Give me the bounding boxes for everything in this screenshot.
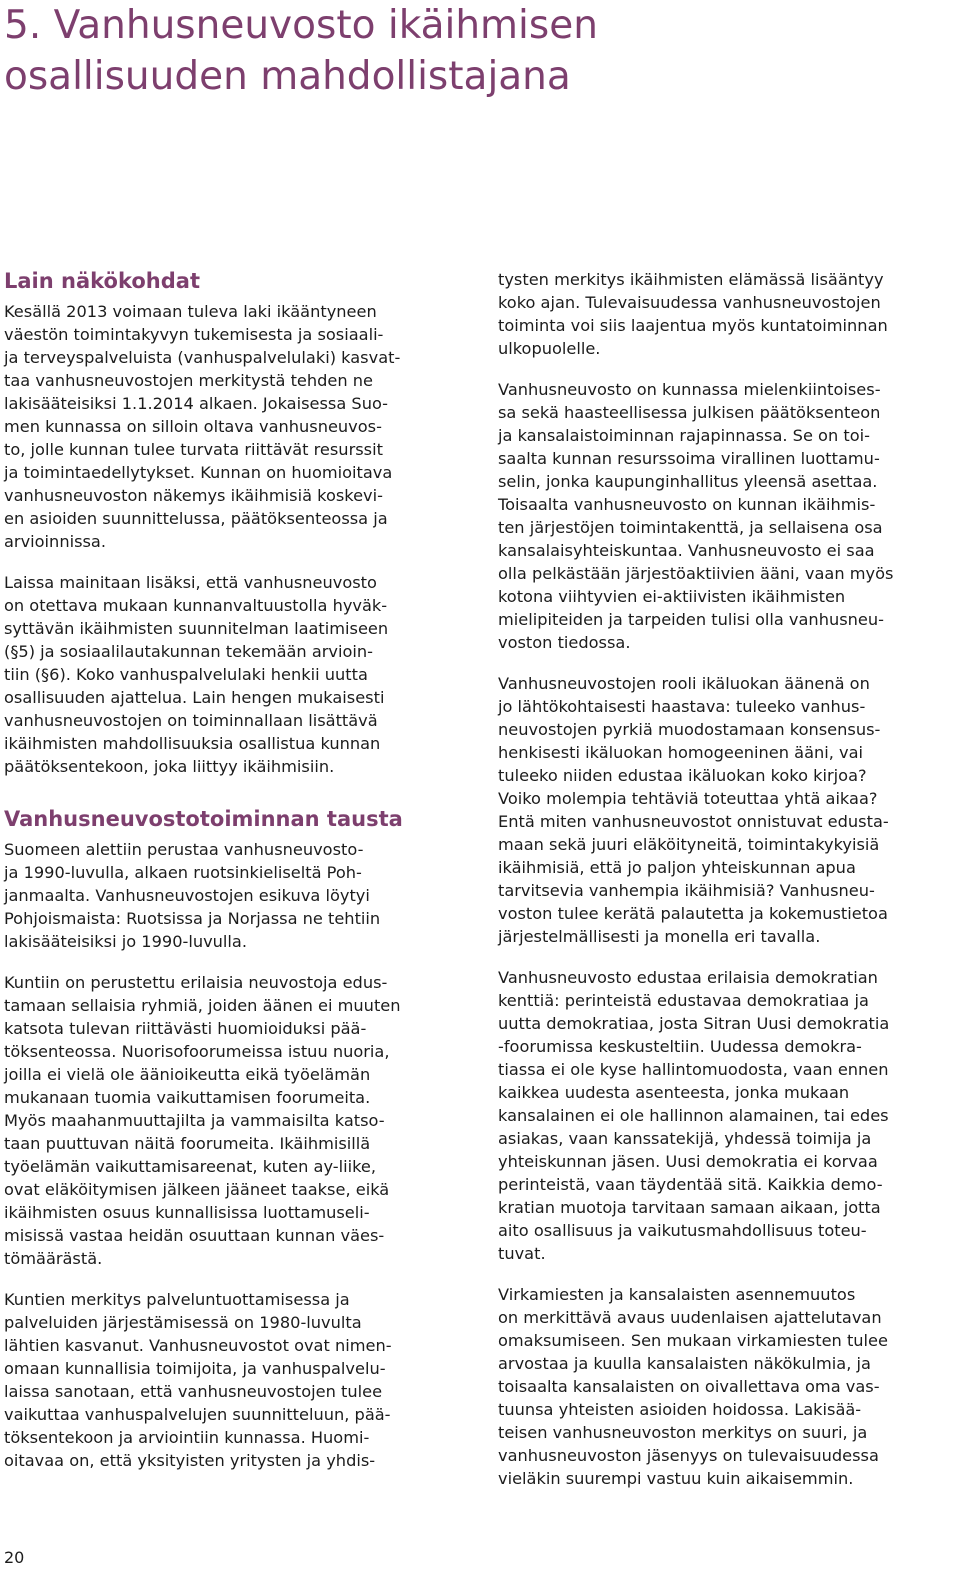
paragraph-line: ikäihmisiä, että jo paljon yhteiskunnan apua xyxy=(498,858,856,877)
paragraph-line: Virkamiesten ja kansalaisten asennemuutos xyxy=(498,1285,856,1304)
paragraph-line: mukanaan tuomia vaikuttamisen foorumeita. xyxy=(4,1088,371,1107)
left-column xyxy=(4,268,462,1472)
paragraph-line: mielipiteiden ja tarpeiden tulisi olla vanhusneu- xyxy=(498,610,884,629)
paragraph-line: teisen vanhusneuvoston merkitys on suuri, ja xyxy=(498,1423,868,1442)
paragraph-line: on merkittävä avaus uudenlaisen ajattelutavan xyxy=(498,1308,882,1327)
paragraph-line: kansalainen ei ole hallinnon alamainen, tai edes xyxy=(498,1106,889,1125)
paragraph-line: jo lähtökohtaisesti haastava: tuleeko vanhus- xyxy=(498,697,866,716)
paragraph-line: Voiko molempia tehtäviä toteuttaa yhtä aikaa? xyxy=(498,789,878,808)
paragraph xyxy=(4,571,462,778)
paragraph-line: kotona viihtyvien ei-aktiivisten ikäihmisten xyxy=(498,587,846,606)
page-title-line: 5. Vanhusneuvosto ikäihmisen xyxy=(4,3,598,48)
paragraph-line: misissä vastaa heidän osuuttaan kunnan väes- xyxy=(4,1226,385,1245)
paragraph-line: arvostaa ja kuulla kansalaisten näkökulmia, ja xyxy=(498,1354,871,1373)
paragraph-line: arvioinnissa. xyxy=(4,532,107,551)
paragraph xyxy=(4,300,462,553)
paragraph-line: toisaalta kansalaisten on oivallettava oma vas- xyxy=(498,1377,880,1396)
paragraph-line: osallisuuden ajattelua. Lain hengen mukaisesti xyxy=(4,688,385,707)
section-heading-lain-nakokohdat: Lain näkökohdat xyxy=(4,269,200,293)
paragraph-line: ikäihmisten mahdollisuuksia osallistua kunnan xyxy=(4,734,381,753)
paragraph-line: (§5) ja sosiaalilautakunnan tekemään arvioin- xyxy=(4,642,373,661)
paragraph-line: vanhusneuvoston jäsenyys on tulevaisuudessa xyxy=(498,1446,879,1465)
paragraph-line: uutta demokratiaa, josta Sitran Uusi demokratia xyxy=(498,1014,890,1033)
paragraph-line: en asioiden suunnittelussa, päätöksenteossa ja xyxy=(4,509,388,528)
paragraph-line: ovat eläköitymisen jälkeen jääneet taakse, eikä xyxy=(4,1180,390,1199)
paragraph-line: sa sekä haasteellisessa julkisen päätöksenteon xyxy=(498,403,881,422)
paragraph-line: joilla ei vielä ole äänioikeutta eikä työelämän xyxy=(4,1065,371,1084)
right-column xyxy=(498,268,958,1490)
paragraph-line: Vanhusneuvosto edustaa erilaisia demokratian xyxy=(498,968,878,987)
paragraph xyxy=(4,971,462,1270)
paragraph-line: asiakas, vaan kanssatekijä, yhdessä toimija ja xyxy=(498,1129,872,1148)
paragraph-line: on otettava mukaan kunnanvaltuustolla hyväk- xyxy=(4,596,388,615)
paragraph-line: kenttiä: perinteistä edustavaa demokratiaa ja xyxy=(498,991,869,1010)
paragraph-line: neuvostojen pyrkiä muodostamaan konsensus- xyxy=(498,720,881,739)
paragraph xyxy=(4,1288,462,1472)
paragraph-line: katsota tulevan riittävästi huomioiduksi pää- xyxy=(4,1019,367,1038)
paragraph-line: Myös maahanmuuttajilta ja vammaisilta katso- xyxy=(4,1111,385,1130)
paragraph-line: ja toimintaedellytykset. Kunnan on huomioitava xyxy=(4,463,393,482)
paragraph-line: ja kansalaistoiminnan rajapinnassa. Se on toi- xyxy=(498,426,870,445)
paragraph xyxy=(498,966,958,1265)
paragraph-line: ten järjestöjen toimintakenttä, ja sellaisena osa xyxy=(498,518,883,537)
paragraph xyxy=(498,672,958,948)
paragraph-line: men kunnassa on silloin oltava vanhusneuvos- xyxy=(4,417,382,436)
paragraph-line: lakisääteisiksi 1.1.2014 alkaen. Jokaisessa Suo- xyxy=(4,394,389,413)
paragraph-line: järjestelmällisesti ja monella eri tavalla. xyxy=(498,927,821,946)
paragraph-line: yhteiskunnan jäsen. Uusi demokratia ei korvaa xyxy=(498,1152,878,1171)
paragraph-line: väestön toimintakyvyn tukemisesta ja sosiaali- xyxy=(4,325,384,344)
paragraph-line: vaikuttaa vanhuspalvelujen suunnitteluun, pää- xyxy=(4,1405,391,1424)
paragraph-line: perinteistä, vaan täydentää sitä. Kaikkia demo- xyxy=(498,1175,883,1194)
paragraph-line: henkisesti ikäluokan homogeeninen ääni, vai xyxy=(498,743,864,762)
paragraph-line: tuvat. xyxy=(498,1244,546,1263)
paragraph xyxy=(498,1283,958,1490)
paragraph-line: kansalaisyhteiskuntaa. Vanhusneuvosto ei saa xyxy=(498,541,875,560)
paragraph-line: tuunsa yhteisten asioiden hoidossa. Lakisää- xyxy=(498,1400,862,1419)
paragraph-line: selin, jonka kaupunginhallitus yleensä asettaa. xyxy=(498,472,878,491)
paragraph-line: ulkopuolelle. xyxy=(498,339,601,358)
paragraph-line: Toisaalta vanhusneuvosto on kunnan ikäihmis- xyxy=(498,495,876,514)
paragraph-line: tuleeko niiden edustaa ikäluokan koko kirjoa? xyxy=(498,766,867,785)
paragraph-line: voston tulee kerätä palautetta ja kokemustietoa xyxy=(498,904,888,923)
paragraph-line: tamaan sellaisia ryhmiä, joiden äänen ei muuten xyxy=(4,996,401,1015)
paragraph-line: aito osallisuus ja vaikutusmahdollisuus toteu- xyxy=(498,1221,867,1240)
paragraph-line: Vanhusneuvosto on kunnassa mielenkiintoises- xyxy=(498,380,881,399)
paragraph-line: Kesällä 2013 voimaan tuleva laki ikääntyneen xyxy=(4,302,377,321)
paragraph-line: vieläkin suurempi vastuu kuin aikaisemmin. xyxy=(498,1469,854,1488)
paragraph-line: vanhusneuvostojen on toiminnallaan lisättävä xyxy=(4,711,378,730)
page-number: 20 xyxy=(4,1548,25,1567)
page-title-line: osallisuuden mahdollistajana xyxy=(4,54,571,99)
paragraph-line: Kuntien merkitys palveluntuottamisessa ja xyxy=(4,1290,350,1309)
paragraph-line: omaan kunnallisia toimijoita, ja vanhuspalvelu- xyxy=(4,1359,386,1378)
paragraph-line: laissa sanotaan, että vanhusneuvostojen tulee xyxy=(4,1382,383,1401)
paragraph-line: lakisääteisiksi jo 1990-luvulla. xyxy=(4,932,247,951)
paragraph xyxy=(498,268,958,360)
paragraph-line: tiassa ei ole kyse hallintomuodosta, vaan ennen xyxy=(498,1060,889,1079)
paragraph-line: omaksumiseen. Sen mukaan virkamiesten tulee xyxy=(498,1331,888,1350)
paragraph-line: maan sekä juuri eläköityneitä, toimintakykyisiä xyxy=(498,835,880,854)
paragraph-line: Suomeen alettiin perustaa vanhusneuvosto- xyxy=(4,840,364,859)
paragraph xyxy=(4,838,462,953)
paragraph xyxy=(498,378,958,654)
paragraph-line: tarvitsevia vanhempia ikäihmisiä? Vanhusneu- xyxy=(498,881,875,900)
paragraph-line: Kuntiin on perustettu erilaisia neuvostoja edus- xyxy=(4,973,388,992)
paragraph-line: töksentekoon ja arviointiin kunnassa. Huomi- xyxy=(4,1428,370,1447)
paragraph-line: voston tiedossa. xyxy=(498,633,631,652)
paragraph-line: koko ajan. Tulevaisuudessa vanhusneuvostojen xyxy=(498,293,881,312)
paragraph-line: Vanhusneuvostojen rooli ikäluokan äänenä on xyxy=(498,674,870,693)
paragraph-line: palveluiden järjestämisessä on 1980-luvulta xyxy=(4,1313,362,1332)
paragraph-line: lähtien kasvanut. Vanhusneuvostot ovat nimen- xyxy=(4,1336,392,1355)
paragraph-line: olla pelkästään järjestöaktiivien ääni, vaan myös xyxy=(498,564,894,583)
paragraph-line: vanhusneuvoston näkemys ikäihmisiä koskevi- xyxy=(4,486,383,505)
paragraph-line: oitavaa on, että yksityisten yritysten ja yhdis- xyxy=(4,1451,376,1470)
paragraph-line: taan puuttuvan näitä foorumeita. Ikäihmisillä xyxy=(4,1134,371,1153)
paragraph-line: tysten merkitys ikäihmisten elämässä lisääntyy xyxy=(498,270,884,289)
paragraph-line: Entä miten vanhusneuvostot onnistuvat edusta- xyxy=(498,812,889,831)
paragraph-line: ja terveyspalveluista (vanhuspalvelulaki) kasvat- xyxy=(4,348,401,367)
section-heading-tausta: Vanhusneuvostotoiminnan tausta xyxy=(4,807,403,831)
paragraph-line: syttävän ikäihmisten suunnitelman laatimiseen xyxy=(4,619,389,638)
paragraph-line: ikäihmisten osuus kunnallisissa luottamuseli- xyxy=(4,1203,370,1222)
paragraph-line: ja 1990-luvulla, alkaen ruotsinkieliseltä Poh- xyxy=(4,863,362,882)
paragraph-line: kratian muotoja tarvitaan samaan aikaan, jotta xyxy=(498,1198,881,1217)
paragraph-line: janmaalta. Vanhusneuvostojen esikuva löytyi xyxy=(4,886,370,905)
paragraph-line: saalta kunnan resurssoima virallinen luottamu- xyxy=(498,449,880,468)
paragraph-line: -foorumissa keskusteltiin. Uudessa demokra- xyxy=(498,1037,862,1056)
paragraph-line: Laissa mainitaan lisäksi, että vanhusneuvosto xyxy=(4,573,377,592)
paragraph-line: kaikkea uudesta asenteesta, jonka mukaan xyxy=(498,1083,850,1102)
paragraph-line: päätöksentekoon, joka liittyy ikäihmisiin. xyxy=(4,757,335,776)
page-title xyxy=(4,0,944,102)
paragraph-line: tiin (§6). Koko vanhuspalvelulaki henkii uutta xyxy=(4,665,368,684)
paragraph-line: työelämän vaikuttamisareenat, kuten ay-liike, xyxy=(4,1157,376,1176)
paragraph-line: toiminta voi siis laajentua myös kuntatoiminnan xyxy=(498,316,888,335)
paragraph-line: taa vanhusneuvostojen merkitystä tehden ne xyxy=(4,371,374,390)
paragraph-line: töksenteossa. Nuorisofoorumeissa istuu nuoria, xyxy=(4,1042,390,1061)
paragraph-line: tömäärästä. xyxy=(4,1249,103,1268)
paragraph-line: Pohjoismaista: Ruotsissa ja Norjassa ne tehtiin xyxy=(4,909,381,928)
paragraph-line: to, jolle kunnan tulee turvata riittävät resurssit xyxy=(4,440,383,459)
